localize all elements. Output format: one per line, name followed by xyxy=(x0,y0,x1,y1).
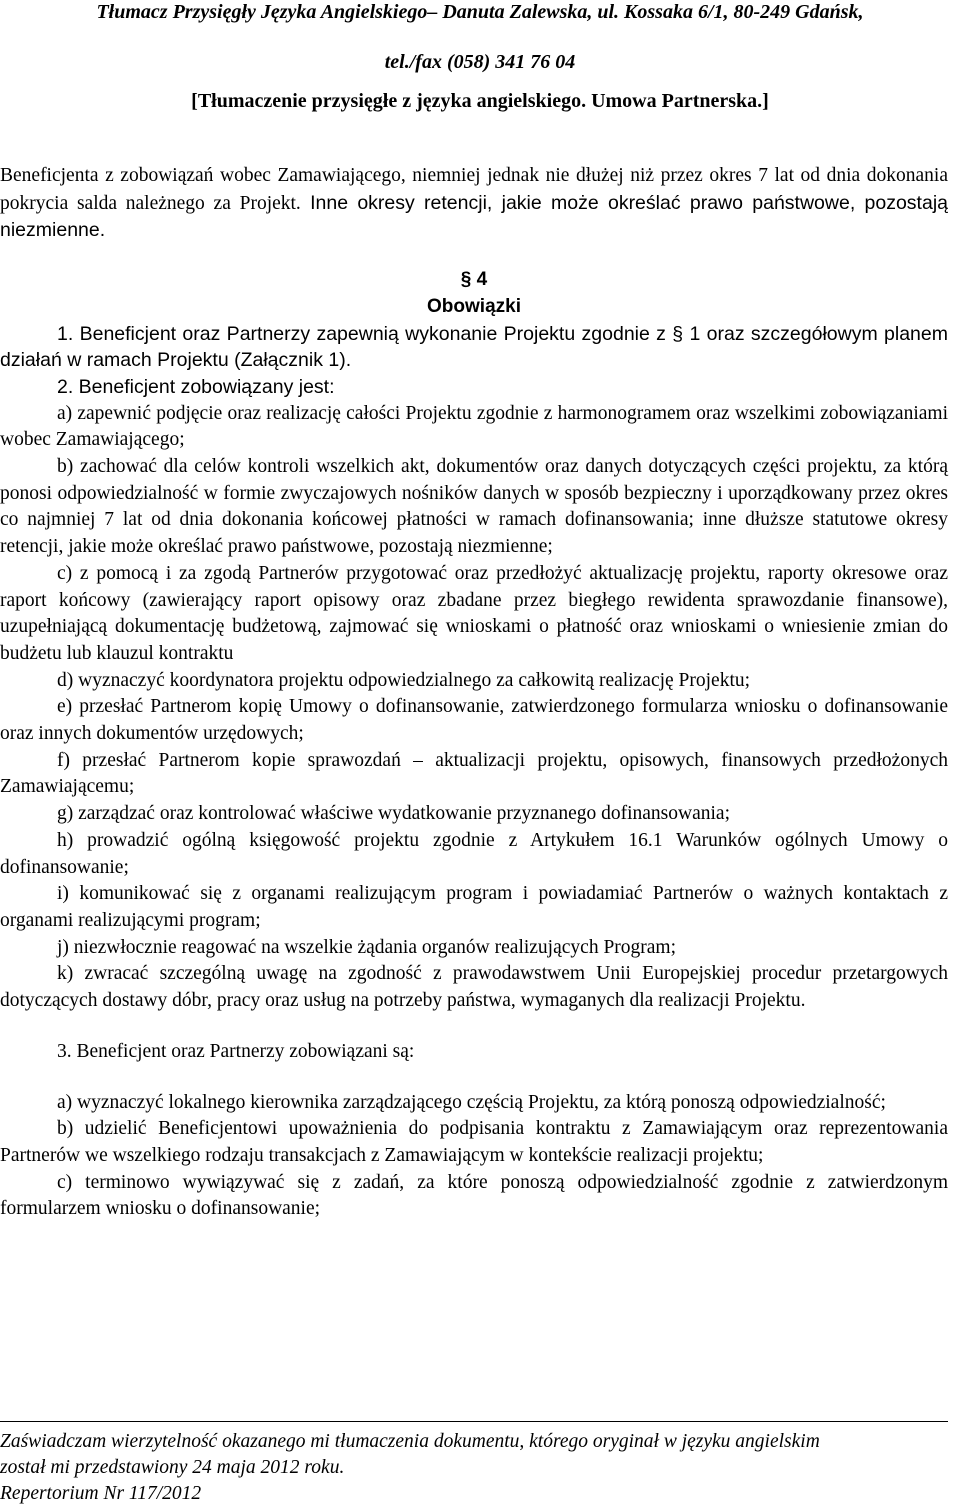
intro-paragraph: Beneficjenta z zobowiązań wobec Zamawiającego, niemniej jednak nie dłużej niż przez okres 7 lat od dnia dokonania pokrycia salda należnego za Projekt. Inne okresy retencji, jakie może określać prawo państwowe, pozostają niezmienne. xyxy=(0,165,948,242)
clause-3-lead: 3. Beneficjent oraz Partnerzy zobowiązani są: xyxy=(57,1040,415,1062)
certification-footer xyxy=(0,1421,948,1507)
translator-address: Tłumacz Przysięgły Języka Angielskiego– Danuta Zalewska, ul. Kossaka 6/1, 80-249 Gdańsk, xyxy=(96,1,864,23)
section-number: 4 xyxy=(476,269,488,291)
document-body xyxy=(0,163,948,1223)
certification-line-2: został mi przedstawiony 24 maja 2012 roku. xyxy=(0,1457,345,1478)
clause-2-item-k: k) zwracać szczególną uwagę na zgodność z prawodawstwem Unii Europejskiej procedur przetargowych dotyczących dostawy dóbr, pracy oraz usług na potrzeby państwa, wymaganych dla realizacji Projektu. xyxy=(0,963,948,1012)
section-sign: § xyxy=(460,269,472,291)
clause-2-item-i: i) komunikować się z organami realizującym program i powiadamiać Partnerów o ważnych kontaktach z organami realizującymi program; xyxy=(0,883,948,931)
clause-1: 1. Beneficjent oraz Partnerzy zapewnią wykonanie Projektu zgodnie z § 1 oraz szczegółowym planem działań w ramach Projektu (Załącznik 1). xyxy=(0,322,948,372)
clause-2-lead: 2. Beneficjent zobowiązany jest: xyxy=(57,375,335,398)
clause-2-item-f: f) przesłać Partnerom kopie sprawozdań – aktualizacji projektu, opisowych, finansowych przedłożonych Zamawiającemu; xyxy=(0,749,948,798)
clause-3-item-c: c) terminowo wywiązywać się z zadań, za które ponoszą odpowiedzialność zgodnie z zatwierdzonym formularzem wniosku o dofinansowanie; xyxy=(0,1171,948,1220)
clause-3-item-a: a) wyznaczyć lokalnego kierownika zarządzającego częścią Projektu, za którą ponoszą odpowiedzialność; xyxy=(57,1091,886,1113)
clause-2-item-h: h) prowadzić ogólną księgowość projektu zgodnie z Artykułem 16.1 Warunków ogólnych Umowy o dofinansowanie; xyxy=(0,829,948,878)
clause-2-item-a: a) zapewnić podjęcie oraz realizację całości Projektu zgodnie z harmonogramem oraz wszelkimi zobowiązaniami wobec Zamawiającego; xyxy=(0,402,948,451)
intro-paragraph-cont: Inne okresy retencji, jakie może określać prawo państwowe, pozostają niezmienne. xyxy=(0,191,948,242)
clause-2-item-c: c) z pomocą i za zgodą Partnerów przygotować oraz przedłożyć aktualizację projektu, raporty okresowe oraz raport końcowy (zawierający raport opisowy oraz zbadane przez biegłego rewidenta sprawozdanie finansowe), uzupełniającą dokumentację budżetową, zajmować się wnioskami o płatność oraz wnioskami o wniesienie zmian do budżetu lub klauzul kontraktu xyxy=(0,562,948,664)
clause-2-item-g: g) zarządzać oraz kontrolować właściwe wydatkowanie przyznanego dofinansowania; xyxy=(57,803,730,825)
clause-2-item-b: b) zachować dla celów kontroli wszelkich akt, dokumentów oraz danych dotyczących części projektu, za którą ponosi odpowiedzialność w formie zwyczajowych nośników danych w sposób bezpieczny i uporządkowany przez okres co najmniej 7 lat od dnia dokonania końcowej płatności w ramach dofinansowania; inne dłuższe statutowe okresy retencji, jakie może określać prawo państwowe, pozostają niezmienne; xyxy=(0,456,948,558)
section-title: Obowiązki xyxy=(427,295,521,317)
repertorium-number: Repertorium Nr 117/2012 xyxy=(0,1483,202,1504)
clause-2-item-d: d) wyznaczyć koordynatora projektu odpowiedzialnego za całkowitą realizację Projektu; xyxy=(57,669,751,691)
footer-divider xyxy=(0,1421,948,1422)
translator-phone: tel./fax (058) 341 76 04 xyxy=(384,51,576,73)
certification-line-1: Zaświadczam wierzytelność okazanego mi tłumaczenia dokumentu, którego oryginał w języku angielskim xyxy=(0,1431,820,1452)
document-type-label: [Tłumaczenie przysięgłe z języka angielskiego. Umowa Partnerska.] xyxy=(191,90,769,112)
clause-3-item-b: b) udzielić Beneficjentowi upoważnienia do podpisania kontraktu z Zamawiającym oraz reprezentowania Partnerów we wszelkiego rodzaju transakcjach z Zamawiającym w kontekście realizacji projektu; xyxy=(0,1118,948,1166)
clause-2-item-e: e) przesłać Partnerom kopię Umowy o dofinansowanie, zatwierdzonego formularza wniosku o dofinansowanie oraz innych dokumentów urzędowych; xyxy=(0,696,948,745)
clause-2-item-j: j) niezwłocznie reagować na wszelkie żądania organów realizujących Program; xyxy=(57,936,677,958)
section-heading xyxy=(0,267,948,294)
section-sign: § xyxy=(672,322,684,345)
